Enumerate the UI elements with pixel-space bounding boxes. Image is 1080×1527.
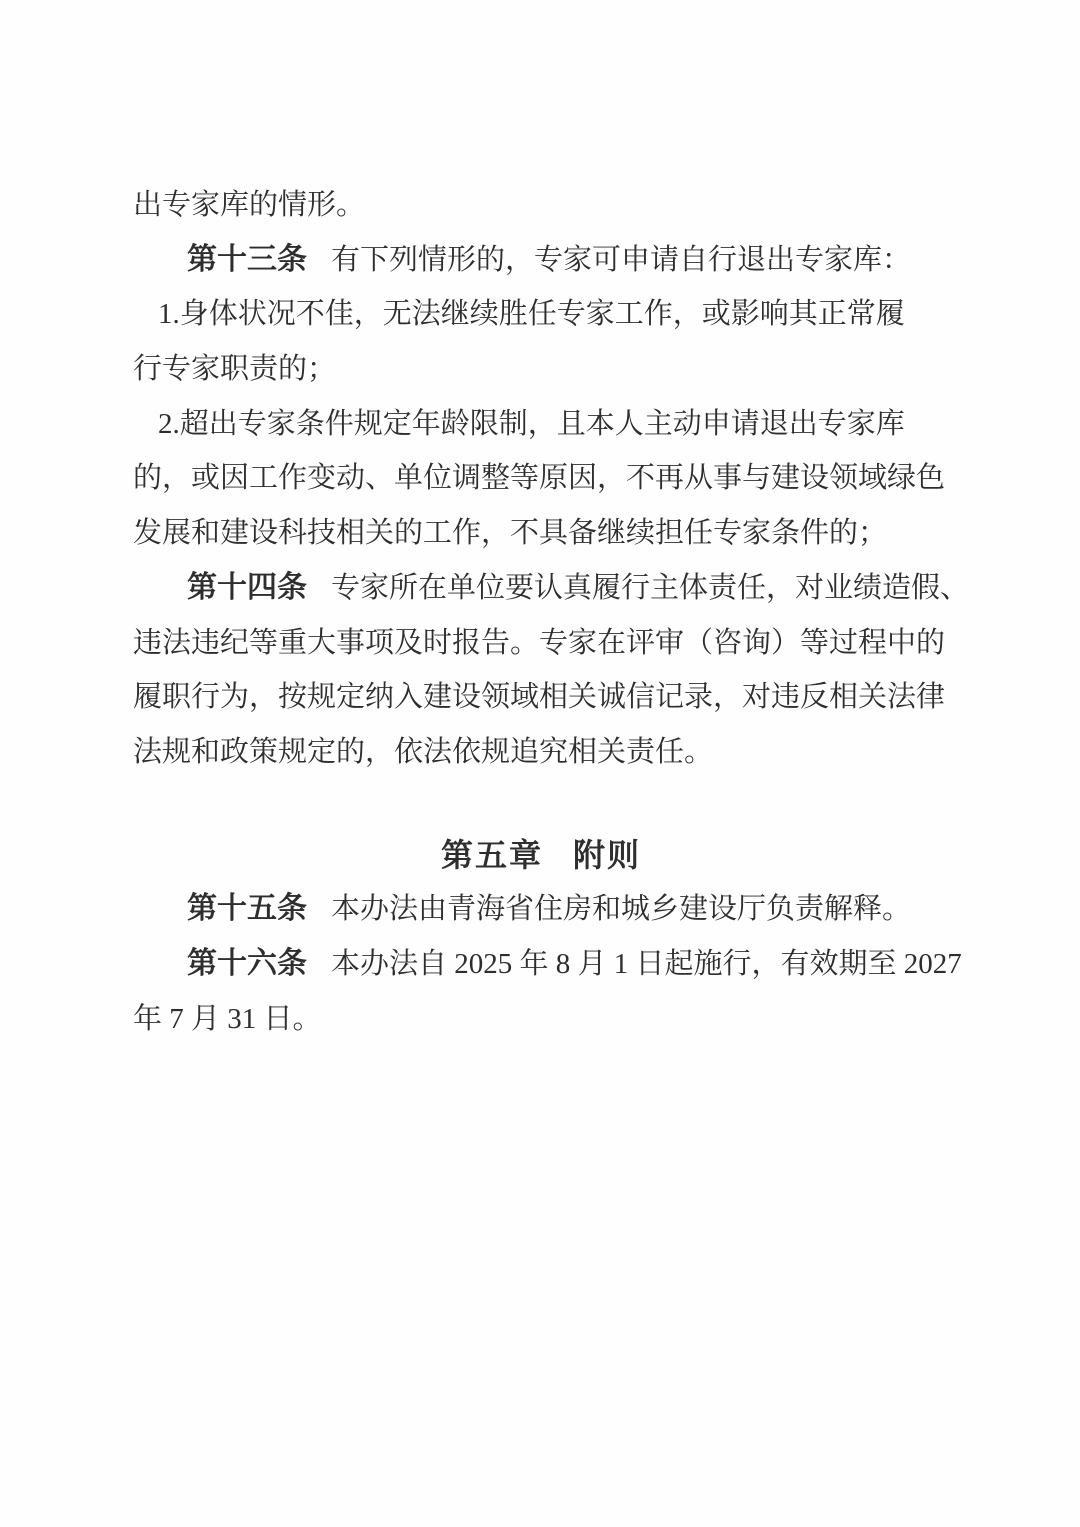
paragraph-line: [133, 937, 962, 992]
line-text: 出专家库的情形。: [133, 189, 366, 221]
line-text: 本办法自 2025 年 8 月 1 日起施行，有效期至 2027: [331, 947, 962, 980]
chapter-number: 第五章: [440, 836, 543, 873]
paragraph-line: [133, 882, 949, 937]
line-text: 的，或因工作变动、单位调整等原因，不再从事与建设领域绿色: [133, 462, 946, 495]
paragraph-line: [133, 233, 949, 288]
article-number: 第十三条: [187, 242, 307, 276]
line-text: 2.超出专家条件规定年龄限制，且本人主动申请退出专家库: [158, 407, 905, 440]
paragraph-line: [133, 397, 949, 452]
paragraph-line: [133, 342, 949, 397]
chapter-heading: [133, 828, 949, 883]
line-text: 专家所在单位要认真履行主体责任，对业绩造假、: [331, 571, 970, 604]
article-number: 第十六条: [187, 946, 307, 980]
paragraph-line: [133, 992, 949, 1047]
line-text: 行专家职责的；: [133, 353, 337, 386]
paragraph-line: [133, 725, 949, 780]
article-number: 第十四条: [187, 570, 307, 604]
line-text: 本办法由青海省住房和城乡建设厅负责解释。: [331, 893, 912, 926]
chapter-name: 附则: [573, 836, 642, 873]
paragraph-line: [133, 506, 949, 561]
text-block: [133, 178, 970, 1046]
line-text: 法规和政策规定的，依法依规追究相关责任。: [133, 735, 714, 768]
article-number: 第十五条: [187, 892, 307, 926]
line-text: 1.身体状况不佳，无法继续胜任专家工作，或影响其正常履: [158, 298, 905, 331]
paragraph-line: [133, 287, 949, 342]
line-text: 年 7 月 31 日。: [133, 1002, 322, 1035]
paragraph-line: [133, 670, 949, 725]
line-text: 履职行为，按规定纳入建设领域相关诚信记录，对违反相关法律: [133, 681, 946, 714]
line-text: 违法违纪等重大事项及时报告。专家在评审（咨询）等过程中的: [133, 626, 946, 659]
line-text: 有下列情形的，专家可申请自行退出专家库：: [331, 243, 912, 276]
paragraph-line: [133, 451, 949, 506]
paragraph-line: [133, 561, 970, 616]
paragraph-line: [133, 616, 949, 671]
paragraph-line: [133, 178, 949, 233]
line-text: 发展和建设科技相关的工作，不具备继续担任专家条件的；: [133, 517, 888, 550]
